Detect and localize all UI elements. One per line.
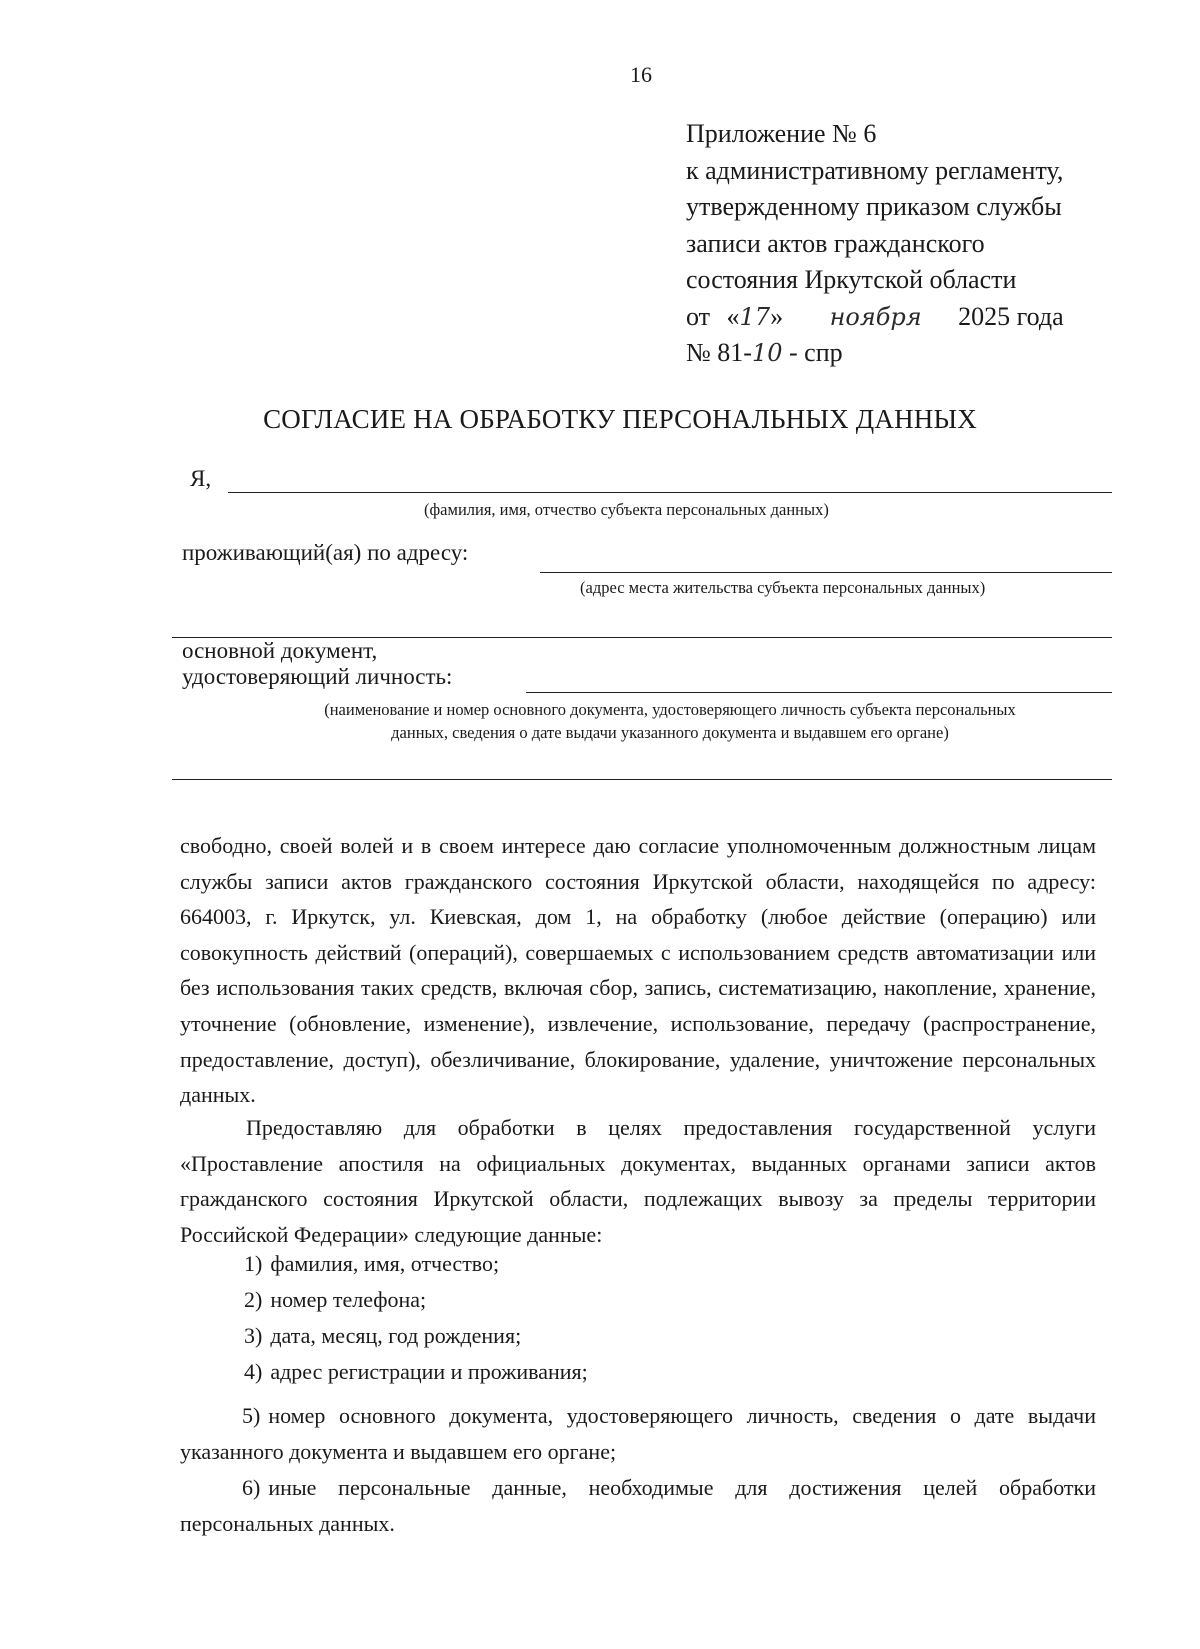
- list-item-text: номер основного документа, удостоверяющего личность, сведения о дате выдачи указанного документа и выдавшем его органе;: [180, 1403, 1096, 1464]
- doc-line: [526, 692, 1112, 693]
- list-item: [180, 1470, 1096, 1541]
- appendix-line-5: состояния Иркутской области: [686, 265, 1017, 294]
- data-list-intro: [180, 1110, 1096, 1252]
- date-year: 2025 года: [958, 301, 1064, 331]
- document-title: СОГЛАСИЕ НА ОБРАБОТКУ ПЕРСОНАЛЬНЫХ ДАННЫХ: [263, 404, 977, 434]
- name-line: [228, 492, 1112, 493]
- date-day-handwritten: 17: [739, 302, 771, 331]
- appendix-header: [686, 116, 1064, 372]
- doc-label-1: основной документ,: [182, 638, 378, 663]
- list-item-text: фамилия, имя, отчество;: [270, 1251, 500, 1276]
- date-month-handwritten: ноября: [829, 302, 922, 331]
- date-day-close-quote: »: [770, 301, 784, 331]
- appendix-line-1: Приложение № 6: [686, 119, 877, 148]
- list-item-number: 6): [242, 1475, 261, 1500]
- list-item-number: 3): [244, 1323, 263, 1348]
- order-number-handwritten: 10: [751, 339, 783, 367]
- doc-caption-line-2: данных, сведения о дате выдачи указанного документа и выдавшем его органе): [391, 723, 949, 742]
- data-list-intro-text: Предоставляю для обработки в целях предоставления государственной услуги «Проставление апостиля на официальных документах, выданных органами записи актов гражданского состояния Иркутской области, подлежащих вывозу за пределы территории Российской Федерации» следующие данные:: [180, 1115, 1096, 1247]
- appendix-date-line: [686, 299, 1064, 336]
- list-item-number: 5): [242, 1403, 261, 1428]
- doc-caption: [250, 698, 1090, 744]
- list-item-text: дата, месяц, год рождения;: [270, 1323, 522, 1348]
- name-caption: (фамилия, имя, отчество субъекта персональных данных): [424, 500, 829, 519]
- date-prefix: от: [686, 301, 711, 331]
- list-item-text: иные персональные данные, необходимые для достижения целей обработки персональных данных.: [180, 1475, 1096, 1536]
- list-item: [244, 1251, 499, 1277]
- list-item-number: 1): [244, 1251, 263, 1276]
- doc-line-2: [172, 779, 1112, 780]
- doc-caption-line-1: (наименование и номер основного документа, удостоверяющего личность субъекта персональных: [324, 700, 1016, 719]
- appendix-line-4: записи актов гражданского: [686, 228, 985, 258]
- list-item: [244, 1287, 426, 1313]
- date-day-open-quote: «: [726, 301, 740, 331]
- address-label: проживающий(ая) по адресу:: [182, 540, 469, 565]
- appendix-order-line: [686, 335, 1064, 372]
- list-item: [244, 1323, 521, 1349]
- consent-paragraph: свободно, своей волей и в своем интересе даю согласие уполномоченным должностным лицам службы записи актов гражданского состояния Иркутской области, находящейся по адресу: 664003, г. Иркутск, ул. Киевская, дом 1, на обработку (любое действие (операцию) или совокупность действий (операций), совершаемых с использованием средств автоматизации или без использования таких средств, включая сбор, запись, систематизацию, накопление, хранение, уточнение (обновление, изменение), извлечение, использование, передачу (распространение, предоставление, доступ), обезличивание, блокирование, удаление, уничтожение персональных данных.: [180, 833, 1096, 1108]
- list-item-text: номер телефона;: [270, 1287, 427, 1312]
- i-label: Я,: [190, 466, 212, 491]
- list-item-number: 2): [244, 1287, 263, 1312]
- appendix-line-2: к административному регламенту,: [686, 155, 1064, 185]
- list-item-number: 4): [244, 1359, 263, 1384]
- list-item: [244, 1359, 588, 1385]
- doc-label-2: удостоверяющий личность:: [182, 664, 453, 689]
- address-caption: (адрес места жительства субъекта персональных данных): [580, 578, 986, 597]
- list-item: [180, 1398, 1096, 1469]
- address-line: [540, 572, 1112, 573]
- list-item-text: адрес регистрации и проживания;: [270, 1359, 588, 1384]
- order-prefix: № 81-: [686, 338, 752, 367]
- order-suffix: - спр: [789, 338, 843, 367]
- appendix-line-3: утвержденному приказом службы: [686, 192, 1062, 221]
- page-number: 16: [630, 62, 652, 87]
